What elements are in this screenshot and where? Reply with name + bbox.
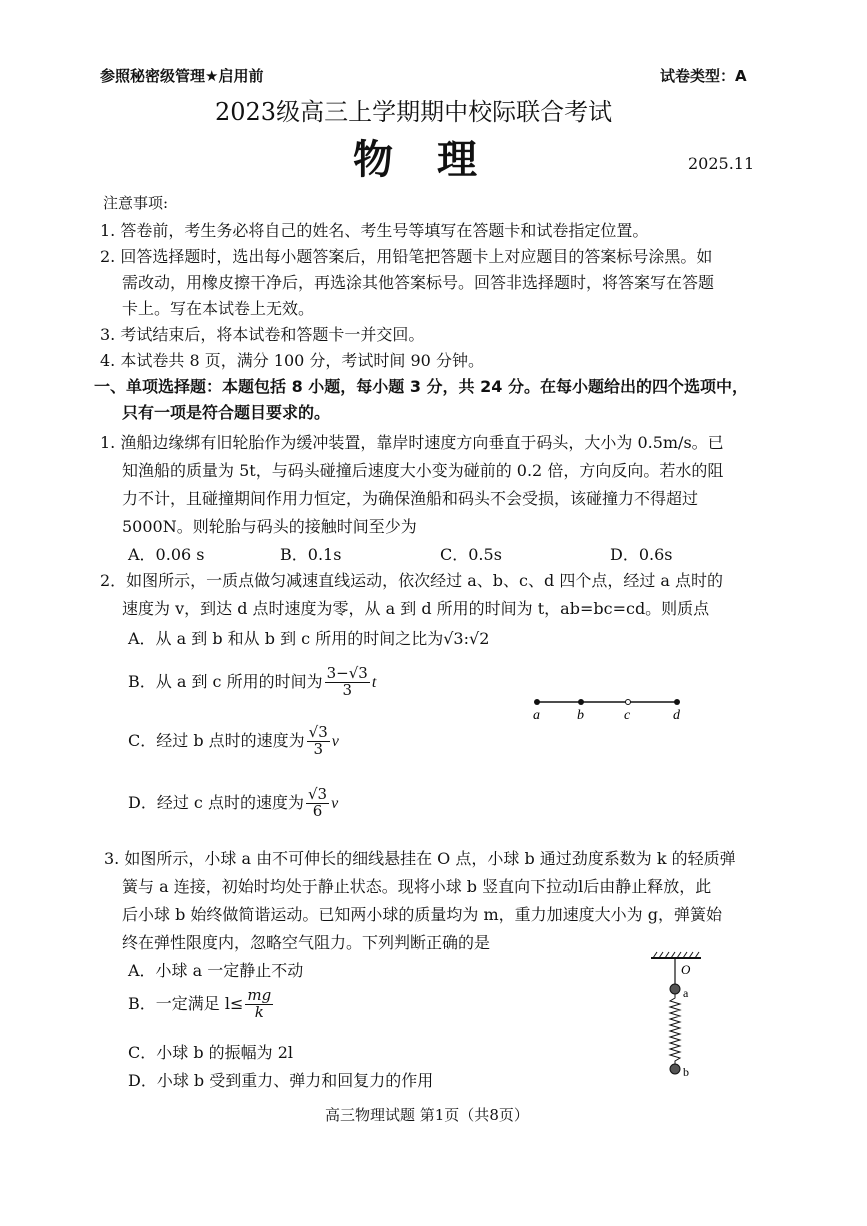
ball-a [670,984,680,994]
q2-option-c-text: C．经过 b 点时的速度为 [128,730,305,750]
label-ball-a: a [683,986,689,1000]
label-c: c [624,708,631,723]
q3-stem-line: 终在弹性限度内，忽略空气阻力。下列判断正确的是 [122,933,491,952]
q2-option-d-text: D．经过 c 点时的速度为 [128,792,304,812]
fraction-denominator: k [254,1002,264,1021]
paper-type-label: 试卷类型：A [660,67,747,85]
q2-stem-line: 2．如图所示，一质点做匀减速直线运动，依次经过 a、b、c、d 四个点，经过 a 点时的 [100,571,724,590]
q2-option-d-fraction [306,787,329,820]
point-a [534,699,540,705]
q2-option-b-text: B．从 a 到 c 所用的时间为 [128,671,323,691]
secrecy-label: 参照秘密级管理★启用前 [100,67,264,85]
label-O: O [681,962,691,977]
q2-option-c-fraction [307,725,330,758]
q2-option-d-var: v [331,794,339,812]
q2-option-a-math: √3:√2 [443,629,490,648]
q1-stem-line: 知渔船的质量为 5t，与码头碰撞后速度大小变为碰前的 0.2 倍，方向反向。若水的阻 [122,461,724,480]
q2-option-a [128,626,489,649]
q3-option-b-fraction [245,988,273,1021]
fraction-denominator: 3 [313,739,323,758]
q3-spring-diagram [645,950,715,1085]
ball-b [670,1064,680,1074]
q1-option-c: C．0.5s [440,545,502,564]
page-footer: 高三物理试题 第1页（共8页） [325,1106,529,1124]
q1-option-b: B．0.1s [280,545,342,564]
notice-item: 卡上。写在本试卷上无效。 [122,299,315,318]
spring-coil [670,994,680,1064]
fraction-numerator: mg [247,986,272,1004]
label-ball-b: b [683,1065,689,1079]
q2-option-a-text: A．从 a 到 b 和从 b 到 c 所用的时间之比为 [128,629,444,648]
notice-heading: 注意事项: [103,194,169,212]
notice-item: 2. 回答选择题时，选出每小题答案后，用铅笔把答题卡上对应题目的答案标号涂黑。如 [100,247,713,266]
notice-item: 1. 答卷前，考生务必将自己的姓名、考生号等填写在答题卡和试卷指定位置。 [100,221,649,240]
point-b [578,699,584,705]
q2-stem-line: 速度为 v，到达 d 点时速度为零，从 a 到 d 所用的时间为 t，ab=bc=cd。则质点 [122,599,710,618]
label-d: d [673,708,680,723]
point-c [626,700,631,705]
fraction-numerator: √3 [307,785,328,803]
q1-stem-line: 力不计，且碰撞期间作用力恒定，为确保渔船和码头不会受损，该碰撞力不得超过 [122,489,699,508]
q1-option-d: D．0.6s [610,545,673,564]
point-d [674,699,680,705]
q3-stem-line: 3. 如图所示，小球 a 由不可伸长的细线悬挂在 O 点，小球 b 通过劲度系数为 k 的轻质弹 [104,849,736,868]
q3-option-d: D．小球 b 受到重力、弹力和回复力的作用 [128,1071,434,1090]
q2-option-c [128,725,339,758]
fraction-denominator: 6 [312,801,323,820]
label-a: a [533,708,540,723]
q2-option-c-var: v [331,732,339,750]
subject-title: 物 理 [353,137,479,183]
notice-item: 3. 考试结束后，将本试卷和答题卡一并交回。 [100,325,425,344]
fraction-numerator: √3 [308,723,328,741]
q1-option-a: A．0.06 s [128,545,205,564]
q2-option-d [128,787,338,820]
q3-option-c: C．小球 b 的振幅为 2l [128,1043,294,1062]
section-heading: 一、单项选择题：本题包括 8 小题，每小题 3 分，共 24 分。在每小题给出的四个选项中， [94,377,748,396]
fraction-numerator: 3−√3 [326,664,368,682]
q3-option-a: A．小球 a 一定静止不动 [128,961,304,980]
q2-option-b-var: t [371,673,377,691]
q3-option-b [128,988,275,1021]
q2-option-b-fraction [325,666,370,699]
exam-title: 2023级高三上学期期中校际联合考试 [215,98,613,126]
q1-stem-line: 1. 渔船边缘绑有旧轮胎作为缓冲装置，靠岸时速度方向垂直于码头，大小为 0.5m/s。已 [100,433,724,452]
notice-item: 需改动，用橡皮擦干净后，再选涂其他答案标号。回答非选择题时，将答案写在答题 [122,273,715,292]
label-b: b [577,708,584,723]
q3-stem-line: 后小球 b 始终做简谐运动。已知两小球的质量均为 m，重力加速度大小为 g，弹簧始 [122,905,723,924]
q2-option-b [128,666,376,699]
exam-date: 2025.11 [688,154,755,173]
q3-stem-line: 簧与 a 连接，初始时均处于静止状态。现将小球 b 竖直向下拉动l后由静止释放，此 [122,877,712,896]
fraction-denominator: 3 [342,680,352,699]
q3-option-b-text: B．一定满足 l≤ [128,993,244,1013]
notice-item: 4. 本试卷共 8 页，满分 100 分，考试时间 90 分钟。 [100,351,484,370]
section-heading-cont: 只有一项是符合题目要求的。 [122,403,331,422]
q1-stem-line: 5000N。则轮胎与码头的接触时间至少为 [122,517,417,536]
q2-points-diagram [525,692,695,724]
